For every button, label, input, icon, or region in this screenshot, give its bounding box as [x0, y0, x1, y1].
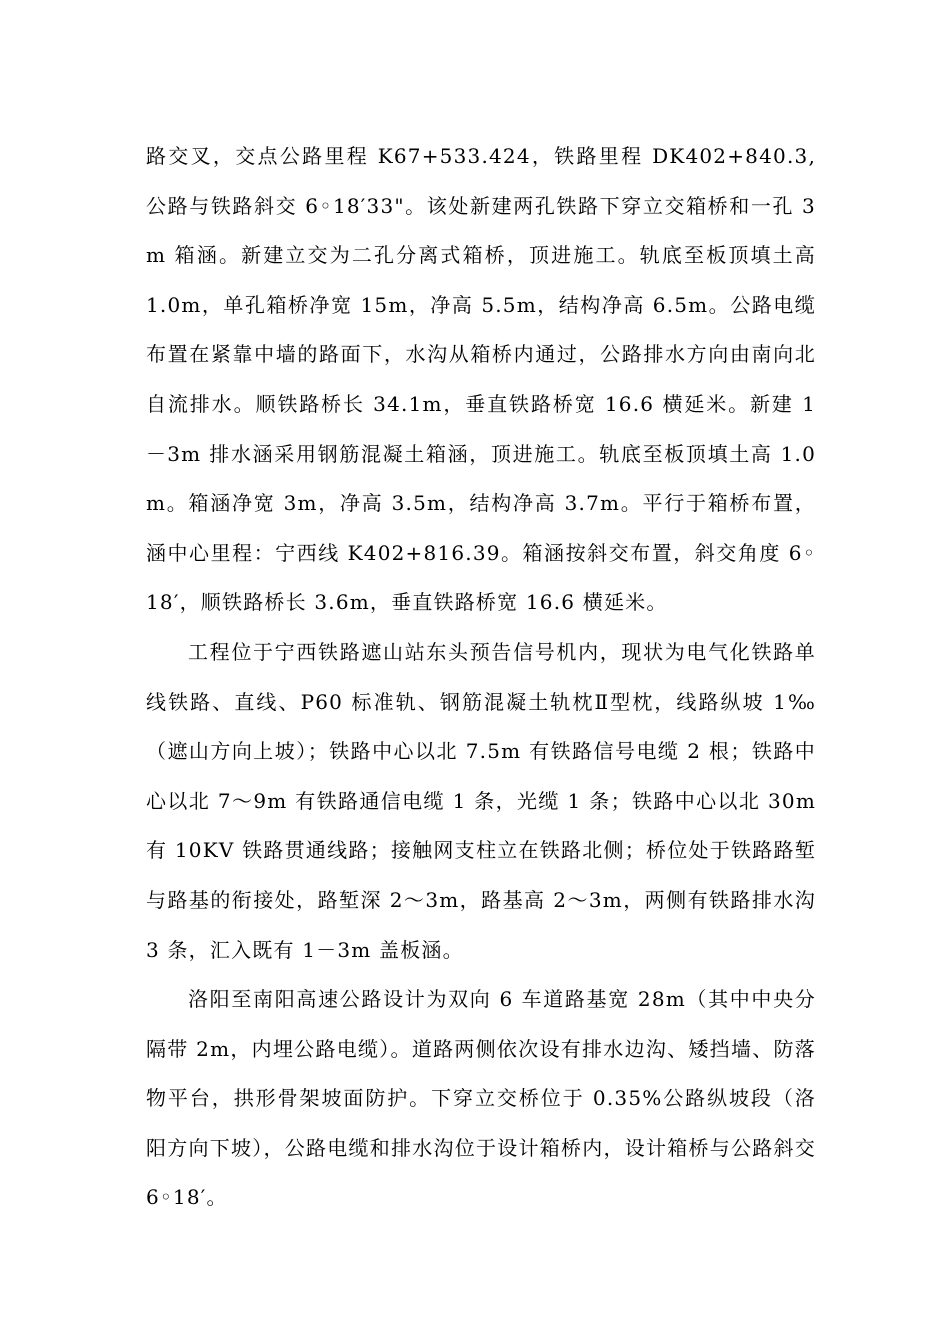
document-body: [146, 132, 816, 1223]
paragraph-highway-conditions: 洛阳至南阳高速公路设计为双向 6 车道路基宽 28m（其中中央分隔带 2m，内埋公路电缆）。道路两侧依次设有排水边沟、矮挡墙、防落物平台，拱形骨架坡面防护。下穿立交桥位于 0.35%公路纵坡段（洛阳方向下坡），公路电缆和排水沟位于设计箱桥内，设计箱桥与公路斜交 6◦18′。: [146, 987, 816, 1210]
paragraph-crossing-description: 路交叉，交点公路里程 K67+533.424，铁路里程 DK402+840.3,公路与铁路斜交 6◦18′33"。该处新建两孔铁路下穿立交箱桥和一孔 3m 箱涵。新建立交为二孔分离式箱桥，顶进施工。轨底至板顶填土高 1.0m，单孔箱桥净宽 15m，净高 5.5m，结构净高 6.5m。公路电缆布置在紧靠中墙的路面下，水沟从箱桥内通过，公路排水方向由南向北自流排水。顺铁路桥长 34.1m，垂直铁路桥宽 16.6 横延米。新建 1－3m 排水涵采用钢筋混凝土箱涵，顶进施工。轨底至板顶填土高 1.0m。箱涵净宽 3m，净高 3.5m，结构净高 3.7m。平行于箱桥布置，涵中心里程：宁西线 K402+816.39。箱涵按斜交布置，斜交角度 6◦18′，顺铁路桥长 3.6m，垂直铁路桥宽 16.6 横延米。: [146, 144, 816, 615]
paragraph-railway-conditions: 工程位于宁西铁路遮山站东头预告信号机内，现状为电气化铁路单线铁路、直线、P60 标准轨、钢筋混凝土轨枕Ⅱ型枕，线路纵坡 1‰（遮山方向上坡）；铁路中心以北 7.5m 有铁路信号电缆 2 根；铁路中心以北 7～9m 有铁路通信电缆 1 条，光缆 1 条；铁路中心以北 30m 有 10KV 铁路贯通线路；接触网支柱立在铁路北侧；桥位处于铁路路堑与路基的衔接处，路堑深 2～3m，路基高 2～3m，两侧有铁路排水沟 3 条，汇入既有 1－3m 盖板涵。: [146, 639, 816, 962]
